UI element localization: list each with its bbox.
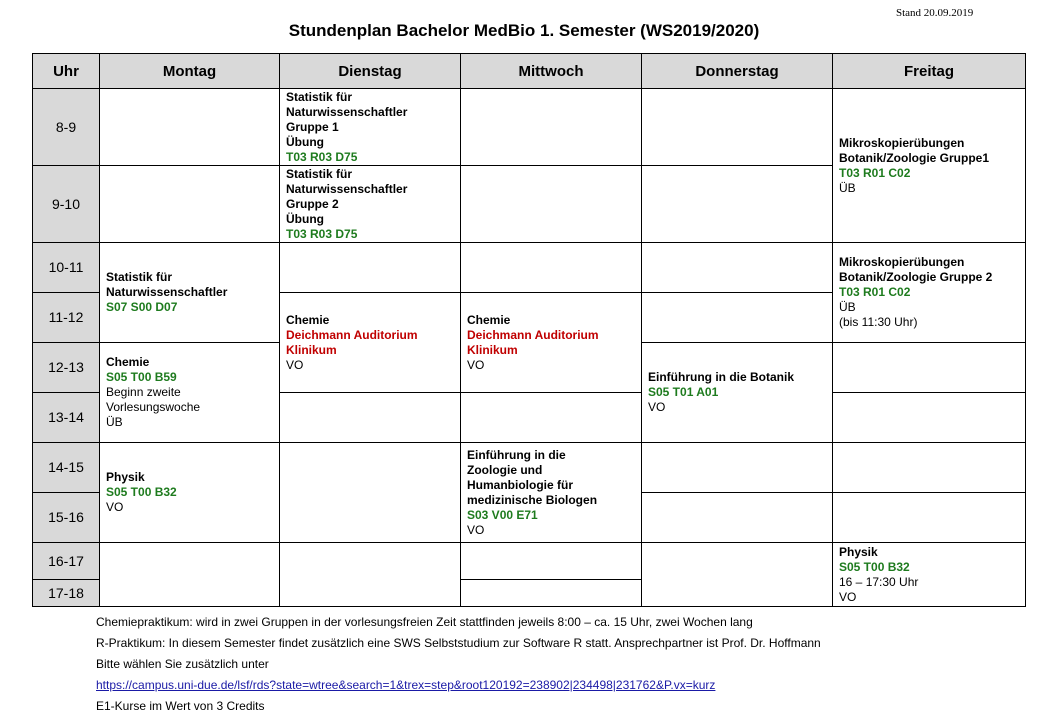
col-header-mittwoch: Mittwoch <box>461 54 642 89</box>
empty-cell <box>461 580 642 607</box>
empty-cell <box>642 293 833 343</box>
empty-cell <box>642 89 833 166</box>
course-fr-mikroskopie-g2 <box>833 243 1026 343</box>
course-room: S05 T00 B32 <box>839 559 910 574</box>
note-r-praktikum: R-Praktikum: In diesem Semester findet zusätzlich eine SWS Selbststudium zur Software R statt. Ansprechpartner ist Prof. Dr. Hoffmann <box>96 636 821 650</box>
course-room: S03 V00 E71 <box>467 507 538 522</box>
note-chemiepraktikum: Chemiepraktikum: wird in zwei Gruppen in der vorlesungsfreien Zeit stattfinden jeweils 8:00 – ca. 15 Uhr, zwei Wochen lang <box>96 615 753 629</box>
course-mi-chemie <box>461 293 642 393</box>
course-do-botanik <box>642 343 833 443</box>
course-title: Chemie <box>286 312 330 327</box>
empty-cell <box>280 243 461 293</box>
hour-label: 13-14 <box>33 393 100 443</box>
timetable <box>32 53 1026 607</box>
course-title: Botanik/Zoologie Gruppe1 <box>839 150 990 165</box>
stand-date: Stand 20.09.2019 <box>896 7 974 19</box>
empty-cell <box>100 543 280 607</box>
course-room: S05 T01 A01 <box>648 385 719 399</box>
course-type: VO <box>467 357 485 372</box>
row-16-17 <box>33 543 1026 580</box>
course-note: Beginn zweite <box>106 385 181 399</box>
course-type: VO <box>467 522 485 537</box>
course-type: ÜB <box>106 415 123 429</box>
course-title: Zoologie und <box>467 462 543 477</box>
course-room: T03 R01 C02 <box>839 165 911 180</box>
course-title: Physik <box>839 544 878 559</box>
empty-cell <box>833 443 1026 493</box>
course-type: VO <box>839 589 857 604</box>
hour-label: 12-13 <box>33 343 100 393</box>
col-header-uhr: Uhr <box>33 54 100 89</box>
course-type: VO <box>648 400 666 414</box>
course-room: Deichmann Auditorium <box>286 327 418 342</box>
course-type: VO <box>106 500 124 514</box>
empty-cell <box>461 89 642 166</box>
course-room: S07 S00 D07 <box>106 300 178 314</box>
col-header-donnerstag: Donnerstag <box>642 54 833 89</box>
course-title: Einführung in die <box>467 447 566 462</box>
course-group: Gruppe 2 <box>286 196 339 211</box>
empty-cell <box>642 543 833 607</box>
course-title: medizinische Biologen <box>467 492 598 507</box>
hour-label: 10-11 <box>33 243 100 293</box>
empty-cell <box>461 543 642 580</box>
course-title: Naturwissenschaftler <box>286 181 408 196</box>
empty-cell <box>642 493 833 543</box>
course-type: Übung <box>286 134 324 149</box>
empty-cell <box>280 543 461 607</box>
course-mo-chemie <box>100 343 280 443</box>
course-room: Klinikum <box>467 342 518 357</box>
course-room: S05 T00 B59 <box>106 370 177 384</box>
note-wahl: Bitte wählen Sie zusätzlich unter <box>96 657 269 671</box>
course-fr-physik <box>833 543 1026 607</box>
hour-label: 8-9 <box>33 89 100 166</box>
course-note: Vorlesungswoche <box>106 400 201 414</box>
row-14-15 <box>33 443 1026 493</box>
course-di-statistik-g2 <box>280 166 461 243</box>
hour-label: 9-10 <box>33 166 100 243</box>
empty-cell <box>642 166 833 243</box>
note-e1-kurse: E1-Kurse im Wert von 3 Credits <box>96 699 265 713</box>
course-title: Mikroskopierübungen <box>839 255 965 269</box>
col-header-dienstag: Dienstag <box>280 54 461 89</box>
empty-cell <box>642 443 833 493</box>
course-title: Naturwissenschaftler <box>106 285 228 299</box>
hour-label: 16-17 <box>33 543 100 580</box>
course-title: Statistik für <box>106 270 173 284</box>
course-type: Übung <box>286 211 324 226</box>
course-room: Deichmann Auditorium <box>467 327 599 342</box>
empty-cell <box>461 166 642 243</box>
page-title: Stundenplan Bachelor MedBio 1. Semester (WS2019/2020) <box>288 21 760 40</box>
empty-cell <box>280 393 461 443</box>
course-title: Botanik/Zoologie Gruppe 2 <box>839 270 993 284</box>
course-fr-mikroskopie-g1 <box>833 89 1026 243</box>
hour-label: 11-12 <box>33 293 100 343</box>
empty-cell <box>100 89 280 166</box>
empty-cell <box>461 243 642 293</box>
col-header-freitag: Freitag <box>833 54 1026 89</box>
header-row <box>33 54 1026 89</box>
course-title: Chemie <box>106 355 150 369</box>
row-8-9 <box>33 89 1026 166</box>
col-header-montag: Montag <box>100 54 280 89</box>
empty-cell <box>833 343 1026 393</box>
empty-cell <box>461 393 642 443</box>
course-title: Mikroskopierübungen <box>839 135 965 150</box>
course-title: Naturwissenschaftler <box>286 104 408 119</box>
row-10-11 <box>33 243 1026 293</box>
empty-cell <box>833 393 1026 443</box>
hour-label: 17-18 <box>33 580 100 607</box>
course-note: (bis 11:30 Uhr) <box>839 315 918 329</box>
course-mi-zoologie <box>461 443 642 543</box>
course-title: Statistik für <box>286 166 353 181</box>
hour-label: 14-15 <box>33 443 100 493</box>
course-di-statistik-g1 <box>280 89 461 166</box>
footnotes <box>96 612 821 717</box>
course-room: T03 R03 D75 <box>286 226 358 241</box>
course-title: Humanbiologie für <box>467 477 573 492</box>
hour-label: 15-16 <box>33 493 100 543</box>
course-group: Gruppe 1 <box>286 119 339 134</box>
course-title: Einführung in die Botanik <box>648 370 794 384</box>
course-type: ÜB <box>839 180 856 195</box>
course-room: T03 R01 C02 <box>839 285 911 299</box>
course-di-chemie <box>280 293 461 393</box>
course-title: Statistik für <box>286 89 353 104</box>
course-room: Klinikum <box>286 342 337 357</box>
course-time: 16 – 17:30 Uhr <box>839 574 919 589</box>
course-mo-statistik <box>100 243 280 343</box>
empty-cell <box>833 493 1026 543</box>
lsf-link[interactable]: https://campus.uni-due.de/lsf/rds?state=wtree&search=1&trex=step&root120192=238902|234498|231762&P.vx=kurz <box>96 678 716 692</box>
course-room: S05 T00 B32 <box>106 485 177 499</box>
course-title: Chemie <box>467 312 511 327</box>
empty-cell <box>280 443 461 543</box>
empty-cell <box>642 243 833 293</box>
course-mo-physik <box>100 443 280 543</box>
course-type: ÜB <box>839 300 856 314</box>
course-room: T03 R03 D75 <box>286 149 358 164</box>
course-type: VO <box>286 357 304 372</box>
course-title: Physik <box>106 470 145 484</box>
empty-cell <box>100 166 280 243</box>
